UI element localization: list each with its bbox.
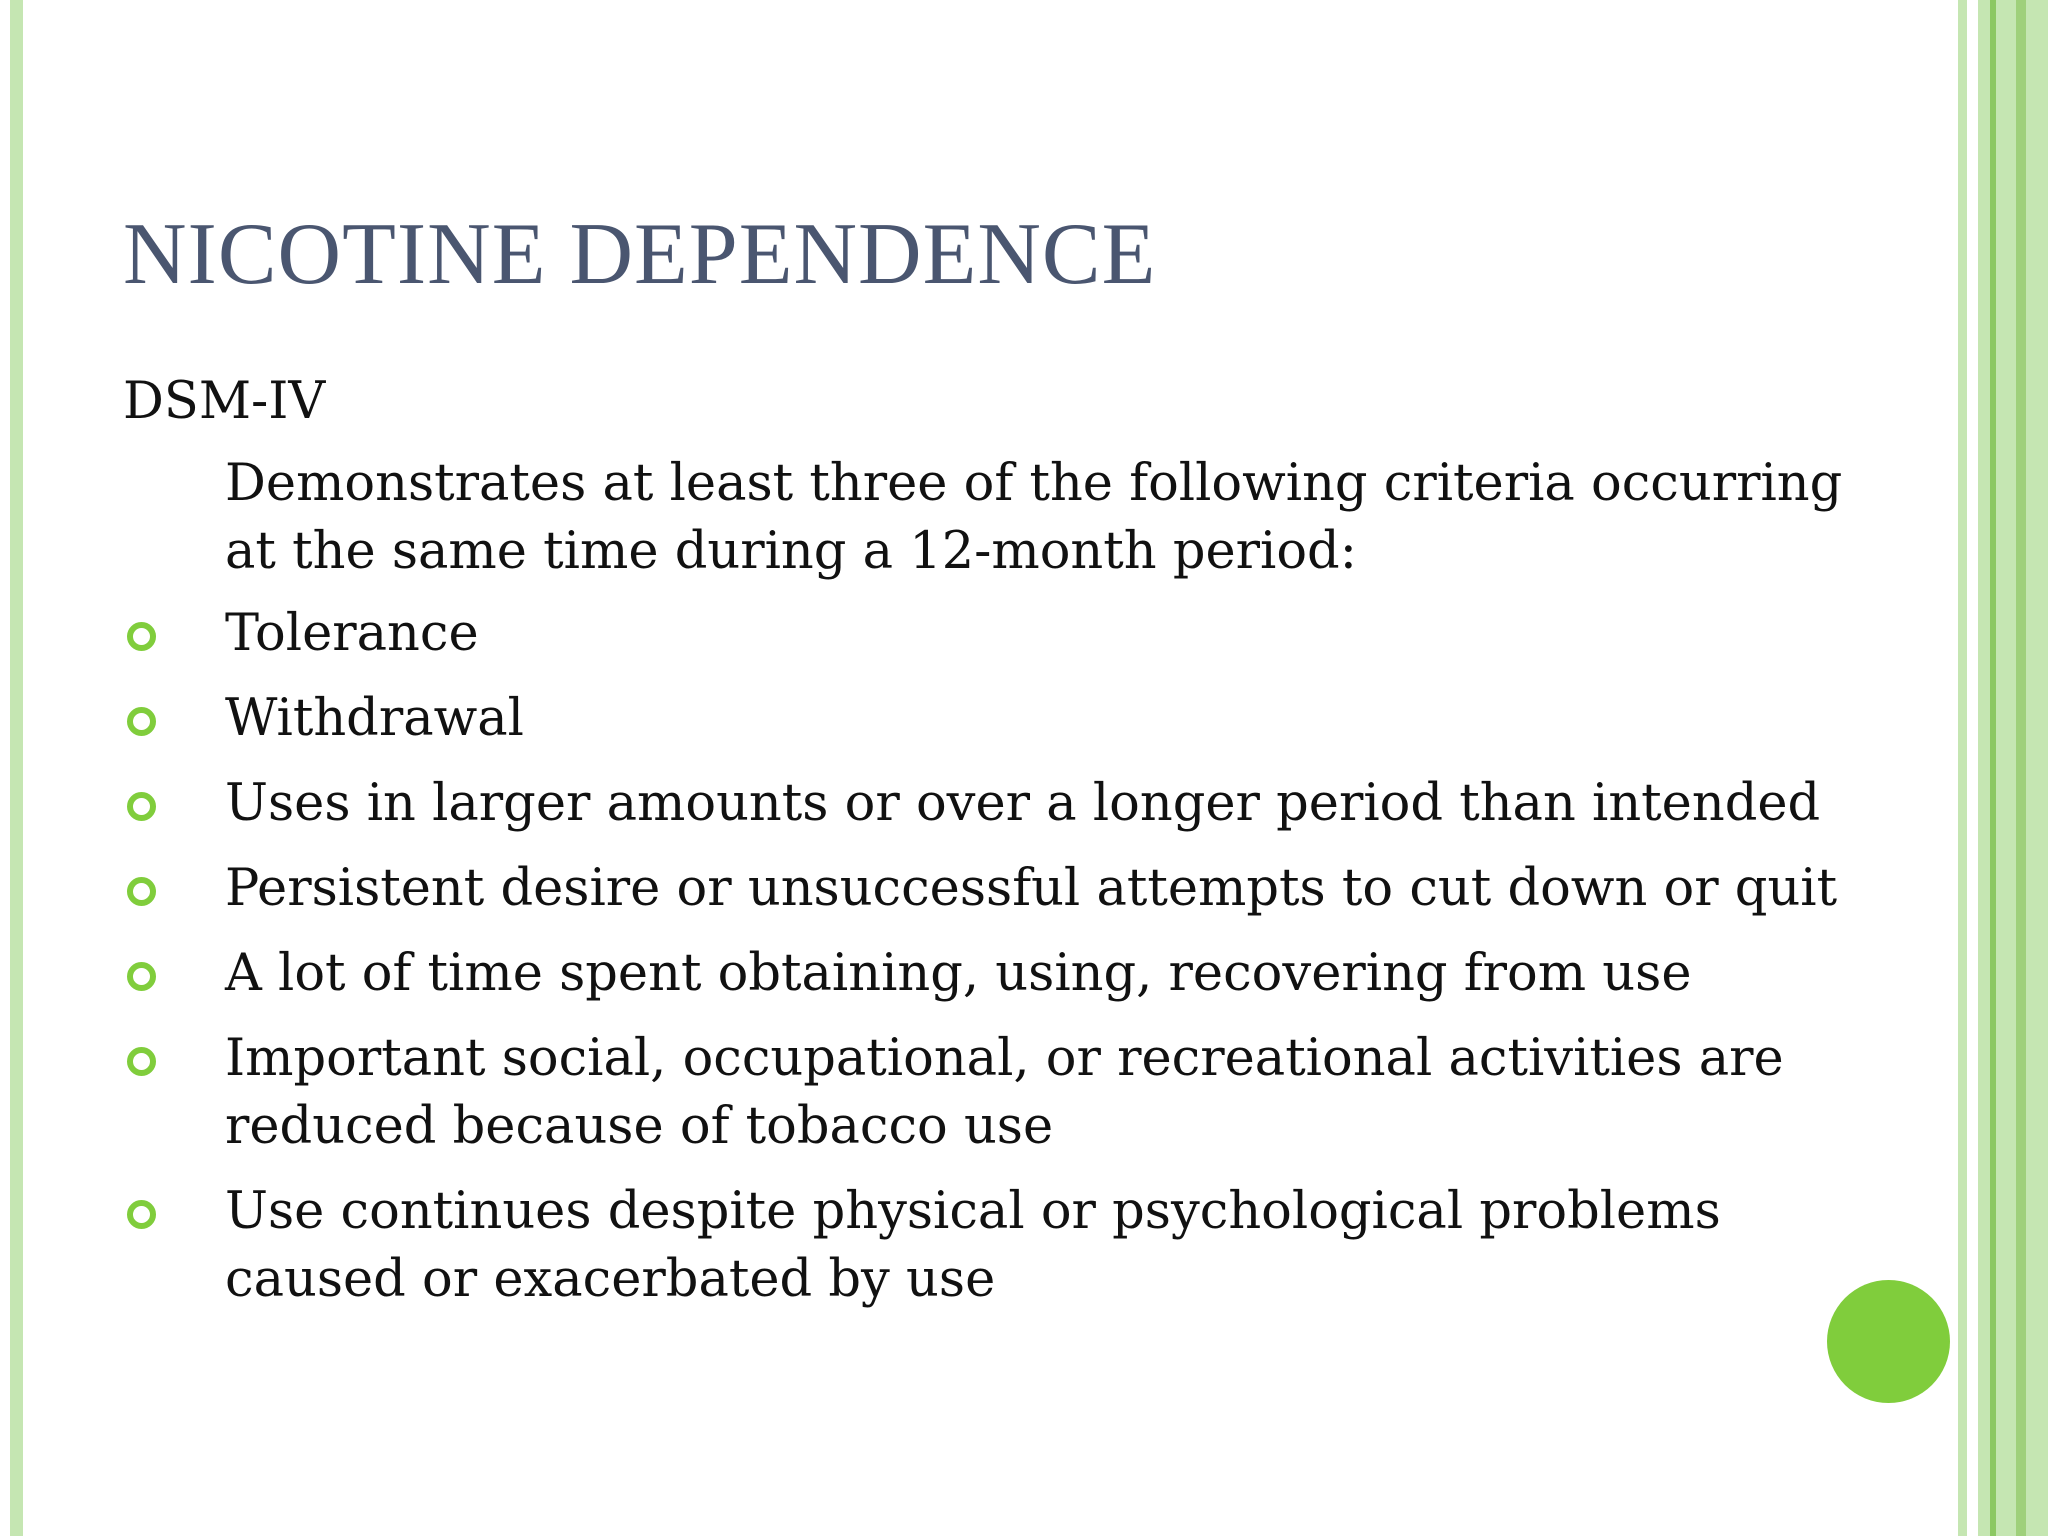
hollow-circle-bullet-icon — [127, 707, 156, 736]
right-decorative-stripe — [1958, 0, 1967, 1536]
slide-title: NICOTINE DEPENDENCE — [123, 206, 1157, 303]
list-item — [123, 1025, 1883, 1161]
list-item — [123, 770, 1883, 838]
criteria-list — [123, 600, 1883, 1314]
right-decorative-stripe — [2026, 0, 2048, 1536]
list-item — [123, 855, 1883, 923]
subtitle-dsm: DSM-IV — [123, 372, 326, 431]
hollow-circle-bullet-icon — [127, 962, 156, 991]
list-item — [123, 685, 1883, 753]
hollow-circle-bullet-icon — [127, 622, 156, 651]
list-item — [123, 1178, 1883, 1314]
list-item — [123, 940, 1883, 1008]
hollow-circle-bullet-icon — [127, 877, 156, 906]
criterion-text: A lot of time spent obtaining, using, recovering from use — [225, 944, 1692, 1003]
right-decorative-stripe — [1978, 0, 1990, 1536]
right-decorative-stripe — [1996, 0, 2016, 1536]
criterion-text: Use continues despite physical or psychological problems caused or exacerbated by use — [225, 1182, 1721, 1309]
hollow-circle-bullet-icon — [127, 1200, 156, 1229]
hollow-circle-bullet-icon — [127, 1047, 156, 1076]
hollow-circle-bullet-icon — [127, 792, 156, 821]
right-decorative-stripe — [2016, 0, 2026, 1536]
intro-text: Demonstrates at least three of the following criteria occurring at the same time during a 12-month period: — [225, 454, 1843, 581]
criterion-text: Tolerance — [225, 604, 479, 663]
slide-body — [123, 368, 1883, 1314]
criterion-text: Uses in larger amounts or over a longer period than intended — [225, 774, 1821, 833]
criterion-text: Persistent desire or unsuccessful attempts to cut down or quit — [225, 859, 1838, 918]
criterion-text: Withdrawal — [225, 689, 524, 748]
criterion-text: Important social, occupational, or recreational activities are reduced because of tobacco use — [225, 1029, 1784, 1156]
left-decorative-bar — [10, 0, 23, 1536]
list-item — [123, 600, 1883, 668]
